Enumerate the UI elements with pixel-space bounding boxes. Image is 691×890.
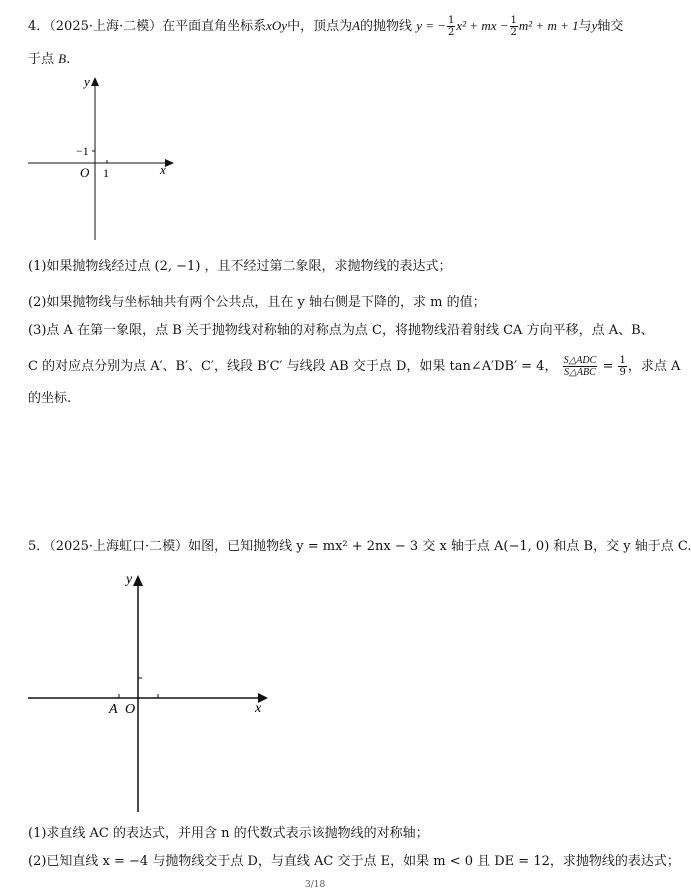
q4-parabola-text: 的抛物线	[360, 19, 413, 34]
q4-part3-end: ，求点 A	[627, 359, 681, 374]
q4-part1: (1)如果抛物线经过点 (2, −1) ，且不经过第二象限，求抛物线的表达式；	[28, 259, 452, 274]
q5-heading: 5．（2025·上海虹口·二模）如图，已知抛物线 y = mx² + 2nx − 3 交 x 轴于点 A(−1, 0) 和点 B，交 y 轴于点 C.	[28, 539, 691, 554]
q4-point-b: B	[58, 51, 67, 66]
fig5-origin: O	[125, 702, 136, 717]
fig4-tick-1: 1	[103, 166, 109, 180]
fig4-x-label: x	[160, 162, 166, 177]
q4-part3-line1: (3)点 A 在第一象限，点 B 关于抛物线对称轴的对称点为点 C，将抛物线沿着射线 CA 方向平移，点 A、B、	[28, 323, 654, 338]
q4-tail: 与	[578, 19, 592, 34]
q4-tail2: 轴交	[597, 19, 624, 34]
page-number: 3/18	[305, 880, 326, 890]
q4-eq-c: m² + m + 1	[518, 18, 579, 33]
fig5-y-label: y	[126, 572, 133, 587]
q4-point-a: A	[352, 18, 361, 33]
q4-frac-2: $\frac{1}{2}$	[510, 15, 517, 38]
q4-area-ratio: $\frac{\text{S△ADC}}{\text{S△ABC}}$	[563, 355, 597, 378]
q5-part1: (1)求直线 AC 的表达式，并用含 n 的代数式表示该抛物线的对称轴；	[28, 826, 429, 841]
q4-part3-line2-text: C 的对应点分别为点 A′、B′、C′，线段 B′C′ 与线段 AB 交于点 D，如果 tan∠A′DB′ = 4，	[28, 359, 558, 374]
q4-yaxis: y	[591, 18, 598, 33]
q4-ratio-value: $\frac{1}{9}$	[619, 355, 626, 378]
q4-frac-1: $\frac{1}{2}$	[448, 15, 455, 38]
fig5-point-a: A	[109, 702, 118, 717]
fig5-x-label: x	[255, 701, 262, 716]
q4-xoy: xOy	[266, 18, 288, 33]
q4-eq-b: x² + mx −	[456, 18, 509, 33]
q4-part3-line3: 的坐标.	[28, 391, 72, 406]
q4-part2: (2)如果抛物线与坐标轴共有两个公共点，且在 y 轴右侧是下降的，求 m 的值；	[28, 295, 486, 310]
q4-eq-sign: =	[602, 359, 614, 374]
q4-mid: 中，顶点为	[287, 19, 353, 34]
q5-part2: (2)已知直线 x = −4 与抛物线交于点 D，与直线 AC 交于点 E，如果 m < 0 且 DE = 12，求抛物线的表达式；	[28, 854, 680, 869]
q4-line2-text: 于点	[28, 52, 55, 67]
fig4-tick-neg1: −1	[76, 144, 89, 158]
fig4-origin: O	[80, 165, 90, 180]
fig4-y-label: y	[84, 74, 90, 89]
q4-period: .	[66, 52, 71, 67]
q4-eq-a: y = −	[416, 18, 447, 33]
q4-head-text: 4．（2025·上海·二模）在平面直角坐标系	[28, 19, 267, 34]
